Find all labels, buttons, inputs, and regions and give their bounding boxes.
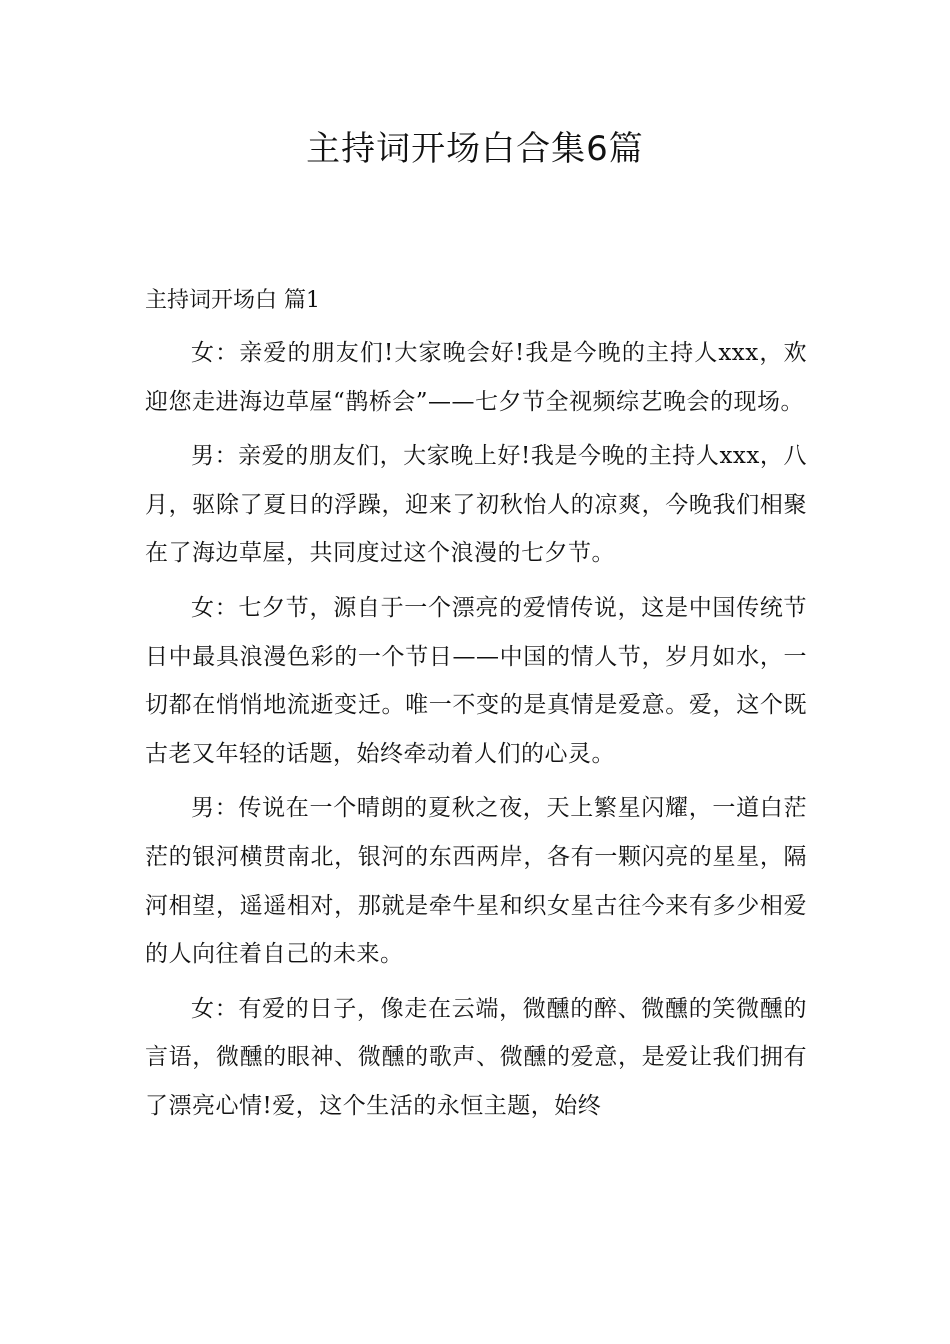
paragraph-3: 女：七夕节，源自于一个漂亮的爱情传说，这是中国传统节日中最具浪漫色彩的一个节日——中国的情人节，岁月如水，一切都在悄悄地流逝变迁。唯一不变的是真情是爱意。爱，这个既古老又年轻的话题，始终牵动着人们的心灵。: [145, 594, 807, 767]
paragraph-1: 女：亲爱的朋友们!大家晚会好!我是今晚的主持人xxx，欢迎您走进海边草屋“鹊桥会”——七夕节全视频综艺晚会的现场。: [145, 340, 807, 415]
document-title: 主持词开场白合集6篇: [306, 129, 644, 169]
section-heading: 主持词开场白 篇1: [145, 288, 320, 313]
paragraph-4: 男：传说在一个晴朗的夏秋之夜，天上繁星闪耀，一道白茫茫的银河横贯南北，银河的东西两岸，各有一颗闪亮的星星，隔河相望，遥遥相对，那就是牵牛星和织女星古往今来有多少相爱的人向往着自己的未来。: [145, 795, 807, 968]
document-body: [145, 279, 807, 1137]
paragraph-5: 女：有爱的日子，像走在云端，微醺的醉、微醺的笑微醺的言语，微醺的眼神、微醺的歌声、微醺的爱意，是爱让我们拥有了漂亮心情!爱，这个生活的永恒主题，始终: [145, 995, 807, 1119]
paragraph-2: 男：亲爱的朋友们，大家晚上好!我是今晚的主持人xxx，八月，驱除了夏日的浮躁，迎来了初秋怡人的凉爽，今晚我们相聚在了海边草屋，共同度过这个浪漫的七夕节。: [145, 443, 807, 567]
